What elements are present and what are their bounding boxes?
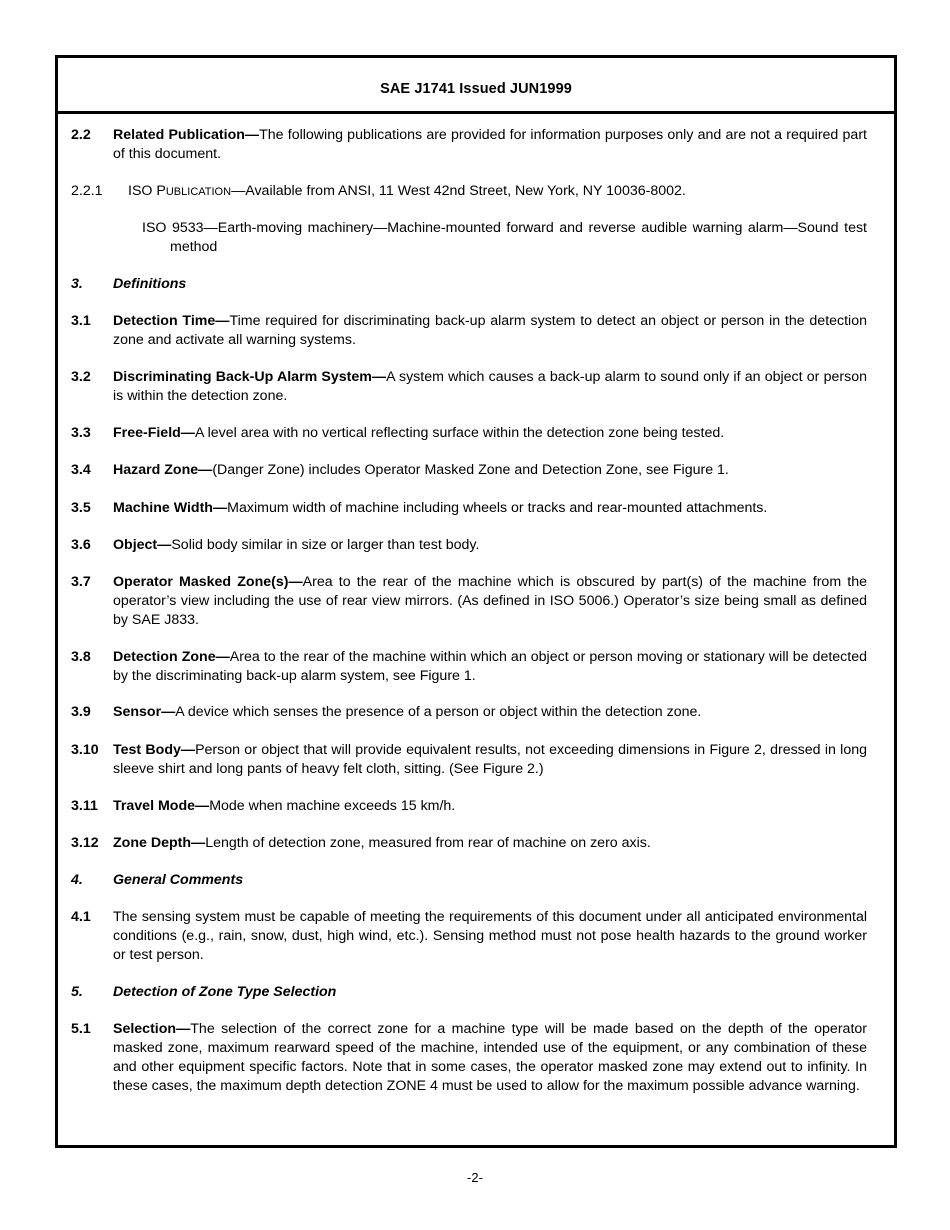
section-term: Test Body— xyxy=(113,742,196,758)
section-text: (Danger Zone) includes Operator Masked Zone and Detection Zone, see Figure 1. xyxy=(212,462,729,478)
section-term: Related Publication— xyxy=(113,127,260,143)
section-text: Area to the rear of the machine within which an object or person moving or stationary will be detected by the discriminating back-up alarm system, see Figure 1. xyxy=(113,649,867,684)
section-body xyxy=(113,312,867,350)
section-number: 3.3 xyxy=(71,425,91,441)
section-text: The sensing system must be capable of meeting the requirements of this document under all anticipated environmental conditions (e.g., rain, snow, dust, high wind, etc.). Sensing method must not pose health hazards to the ground worker or test person. xyxy=(113,909,867,963)
section-term: Machine Width— xyxy=(113,500,228,516)
document-header xyxy=(58,58,894,114)
section-number: 3.10 xyxy=(71,742,99,758)
section-number: 3.5 xyxy=(71,500,91,516)
section-text: Mode when machine exceeds 15 km/h. xyxy=(209,798,456,814)
section-body xyxy=(113,126,867,164)
section-number: 3.12 xyxy=(71,835,99,851)
section-text: —Available from ANSI, 11 West 42nd Street, New York, NY 10036-8002. xyxy=(231,183,686,199)
section-text: A level area with no vertical reflecting surface within the detection zone being tested. xyxy=(195,425,725,441)
section-number: 3.11 xyxy=(71,798,98,814)
section-body xyxy=(128,182,867,202)
section-text: Area to the rear of the machine which is obscured by part(s) of the machine from the operator’s view including the use of rear view mirrors. (As defined in ISO 5006.) Operator’s size being small as defined by SAE J833. xyxy=(113,574,868,628)
section-text: Solid body similar in size or larger than test body. xyxy=(171,537,480,553)
section-heading: General Comments xyxy=(113,872,244,888)
section-number: 4.1 xyxy=(71,909,91,925)
section-number: 3.9 xyxy=(71,704,91,720)
section-body xyxy=(113,424,867,443)
section-body xyxy=(113,573,867,630)
section-body xyxy=(113,797,867,816)
section-term: Hazard Zone— xyxy=(113,462,213,478)
page-frame xyxy=(55,55,897,1148)
section-text: The following publications are provided for information purposes only and are not a required part of this document. xyxy=(113,127,867,162)
section-term-initial: ISO P xyxy=(128,183,166,199)
section-number: 3.1 xyxy=(71,313,91,329)
section-term: Free-Field— xyxy=(113,425,195,441)
section-text: The selection of the correct zone for a machine type will be made based on the depth of the operator masked zone, maximum rearward speed of the machine, intended use of the equipment, or any combination of these and other equipment specific factors. Note that in some cases, the operator masked zone may extend out to infinity. In these cases, the maximum depth detection ZONE 4 must be used to allow for the maximum possible advance warning. xyxy=(113,1021,867,1094)
reference-text: ISO 9533—Earth-moving machinery—Machine-mounted forward and reverse audible warning alarm—Sound test method xyxy=(142,220,867,255)
section-term: Travel Mode— xyxy=(113,798,210,814)
section-number: 3.6 xyxy=(71,537,91,553)
section-term: Operator Masked Zone(s)— xyxy=(113,574,303,590)
section-number: 2.2.1 xyxy=(71,183,103,199)
section-term: Selection— xyxy=(113,1021,191,1037)
section-text: Maximum width of machine including wheels or tracks and rear-mounted attachments. xyxy=(227,500,768,516)
section-body xyxy=(113,741,867,779)
section-body xyxy=(113,499,867,518)
section-number: 3.2 xyxy=(71,369,91,385)
section-number: 2.2 xyxy=(71,127,91,143)
section-term-smallcaps: UBLICATION xyxy=(165,186,232,198)
section-number: 3.8 xyxy=(71,649,91,665)
section-body xyxy=(113,1020,867,1096)
section-number: 3.7 xyxy=(71,574,91,590)
section-text: A device which senses the presence of a person or object within the detection zone. xyxy=(175,704,702,720)
section-term: Discriminating Back-Up Alarm System— xyxy=(113,369,387,385)
section-body xyxy=(113,368,867,406)
section-body xyxy=(113,703,867,722)
section-number: 3.4 xyxy=(71,462,91,478)
section-body xyxy=(113,536,867,555)
section-number: 3. xyxy=(71,276,83,292)
section-heading: Definitions xyxy=(113,276,187,292)
page-number: -2- xyxy=(467,1170,483,1185)
section-term: Detection Zone— xyxy=(113,649,230,665)
section-text: Person or object that will provide equivalent results, not exceeding dimensions in Figure 2, dressed in long sleeve shirt and long pants of heavy felt cloth, sitting. (See Figure 2.) xyxy=(113,742,867,777)
section-term: Object— xyxy=(113,537,172,553)
section-text: A system which causes a back-up alarm to sound only if an object or person is within the detection zone. xyxy=(113,369,867,404)
section-term: Detection Time— xyxy=(113,313,230,329)
section-term: Zone Depth— xyxy=(113,835,206,851)
section-number: 5. xyxy=(71,984,83,1000)
section-text: Length of detection zone, measured from rear of machine on zero axis. xyxy=(205,835,651,851)
section-heading: Detection of Zone Type Selection xyxy=(113,984,337,1000)
section-body xyxy=(113,648,867,686)
section-body xyxy=(113,461,867,480)
section-number: 5.1 xyxy=(71,1021,91,1037)
section-number: 4. xyxy=(71,872,83,888)
document-title: SAE J1741 Issued JUN1999 xyxy=(380,80,572,97)
section-text: Time required for discriminating back-up alarm system to detect an object or person in the detection zone and activate all warning systems. xyxy=(113,313,867,348)
section-body xyxy=(113,834,867,853)
section-term: Sensor— xyxy=(113,704,176,720)
